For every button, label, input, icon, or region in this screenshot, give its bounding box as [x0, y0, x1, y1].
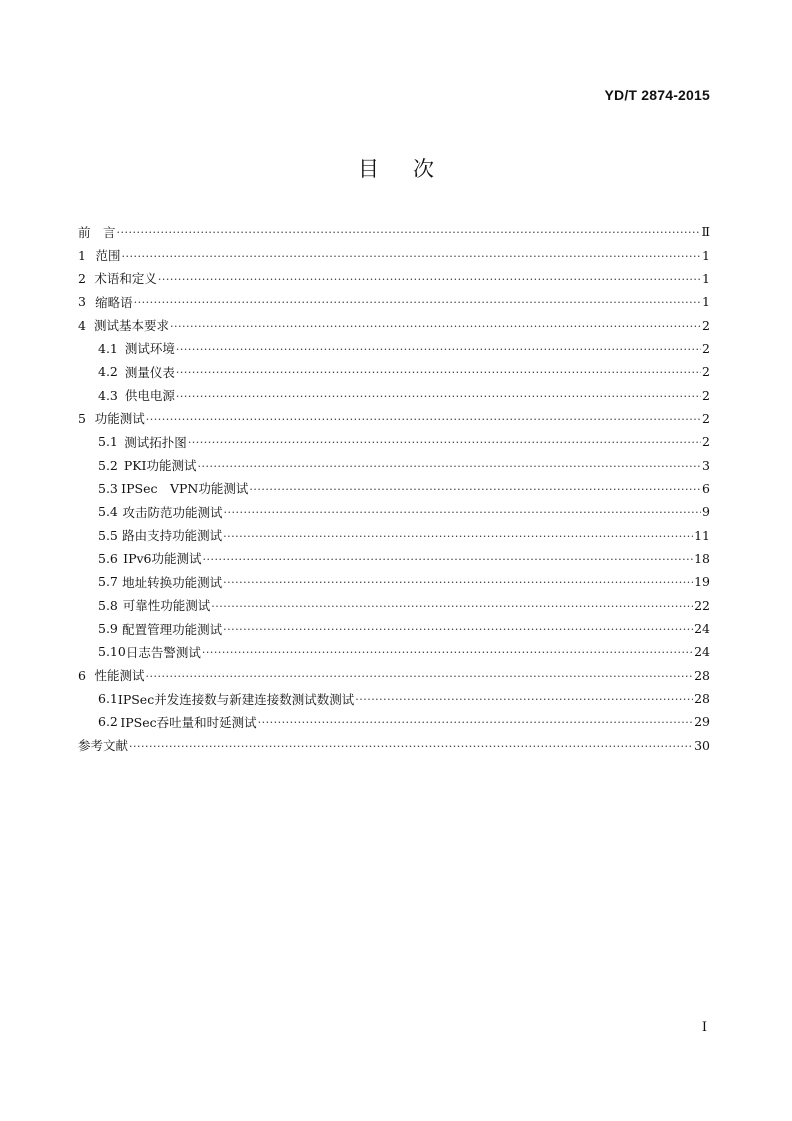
toc-entry-5-8[interactable] [78, 594, 710, 617]
toc-entry-label: 配置管理功能测试 [122, 621, 223, 637]
toc-entry-page: 28 [694, 691, 710, 707]
toc-entry-number: 4 [78, 317, 86, 333]
toc-entry-1[interactable] [78, 243, 710, 266]
toc-entry-label: 地址转换功能测试 [122, 574, 223, 590]
toc-entry-label: 供电电源 [124, 388, 175, 404]
toc-entry-number: 5 [78, 410, 86, 426]
toc-leader-dots [198, 460, 702, 473]
toc-entry-4[interactable] [78, 313, 710, 336]
toc-leader-dots [223, 506, 701, 519]
toc-entry-label: 范围 [95, 248, 121, 264]
toc-title [0, 153, 792, 183]
toc-entry-5-2[interactable] [78, 453, 710, 476]
toc-entry-page: 30 [694, 737, 710, 753]
toc-leader-dots [355, 693, 693, 706]
toc-entry-5-4[interactable] [78, 500, 710, 523]
toc-entry-page: 22 [694, 597, 710, 613]
toc-entry-6[interactable] [78, 664, 710, 687]
toc-leader-dots [176, 390, 701, 403]
toc-entry-2[interactable] [78, 267, 710, 290]
toc-leader-dots [176, 343, 701, 356]
toc-entry-number: 5.7 [98, 574, 118, 590]
toc-entry-5-6[interactable] [78, 547, 710, 570]
toc-entry-page: 18 [694, 550, 710, 566]
toc-entry-number: 4.3 [98, 387, 118, 403]
toc-entry-4-1[interactable] [78, 337, 710, 360]
toc-leader-dots [146, 670, 694, 683]
toc-entry-number: 5.8 [98, 597, 118, 613]
toc-entry-page: 1 [702, 247, 710, 263]
toc-entry-page: 1 [702, 294, 710, 310]
toc-leader-dots [211, 600, 693, 613]
toc-entry-3[interactable] [78, 290, 710, 313]
toc-leader-dots [146, 413, 701, 426]
toc-entry-page: 29 [694, 714, 710, 730]
toc-leader-dots [223, 530, 693, 543]
toc-entry-number: 6 [78, 667, 86, 683]
toc-entry-page: 24 [694, 644, 710, 660]
toc-entry-number: 5.4 [98, 504, 118, 520]
toc-leader-dots [134, 296, 701, 309]
toc-entry-number: 3 [78, 294, 86, 310]
toc-entry-page: 2 [702, 410, 710, 426]
toc-entry-number: 5.10 [98, 644, 126, 660]
toc-entry-label: 测量仪表 [124, 364, 175, 380]
toc-entry-number: 5.1 [98, 434, 118, 450]
toc-leader-dots [188, 436, 701, 449]
toc-entry-label: 性能测试 [94, 668, 145, 684]
toc-entry-5-7[interactable] [78, 570, 710, 593]
toc-entry-page: 9 [702, 504, 710, 520]
toc-leader-dots [203, 553, 694, 566]
toc-entry-label: 路由支持功能测试 [122, 528, 223, 544]
toc-leader-dots [258, 716, 693, 729]
toc-leader-dots [121, 250, 701, 263]
toc-entry-label: 参考文献 [78, 738, 129, 754]
toc-title-char-2: 次 [413, 157, 434, 181]
toc-entry-references[interactable] [78, 734, 710, 757]
toc-entry-preface[interactable] [78, 220, 710, 243]
toc-entry-label: 缩略语 [95, 294, 133, 310]
toc-entry-number: 2 [78, 270, 86, 286]
toc-list [78, 220, 710, 757]
toc-entry-label: IPSec VPN功能测试 [121, 481, 249, 497]
toc-entry-label: 日志告警测试 [125, 644, 201, 660]
toc-entry-label: 测试拓扑图 [124, 434, 187, 450]
toc-entry-number: 5.6 [98, 550, 118, 566]
toc-entry-4-3[interactable] [78, 383, 710, 406]
toc-leader-dots [202, 646, 693, 659]
document-code: YD/T 2874-2015 [604, 87, 710, 103]
toc-entry-5[interactable] [78, 407, 710, 430]
toc-entry-page: 11 [694, 527, 710, 543]
toc-entry-number: 5.5 [98, 527, 118, 543]
toc-entry-6-1[interactable] [78, 687, 710, 710]
toc-entry-5-3[interactable] [78, 477, 710, 500]
toc-leader-dots [129, 740, 693, 753]
toc-entry-5-5[interactable] [78, 523, 710, 546]
toc-entry-number: 1 [78, 247, 86, 263]
toc-entry-page: Ⅱ [701, 224, 710, 240]
toc-entry-page: 2 [702, 387, 710, 403]
toc-entry-label: PKI功能测试 [123, 458, 197, 474]
toc-entry-4-2[interactable] [78, 360, 710, 383]
toc-entry-label: 术语和定义 [94, 271, 157, 287]
toc-entry-number: 6.1 [98, 691, 118, 707]
toc-entry-page: 1 [702, 270, 710, 286]
toc-leader-dots [117, 226, 701, 239]
toc-entry-page: 2 [702, 317, 710, 333]
page-number: I [701, 1020, 707, 1035]
toc-entry-page: 2 [702, 364, 710, 380]
toc-entry-page: 2 [702, 340, 710, 356]
toc-entry-label: 攻击防范功能测试 [122, 504, 223, 520]
toc-entry-number: 6.2 [98, 714, 118, 730]
toc-entry-number: 4.2 [98, 364, 118, 380]
toc-entry-label: IPSec吞吐量和时延测试 [120, 714, 257, 730]
toc-entry-number: 5.2 [98, 457, 118, 473]
toc-entry-label: 可靠性功能测试 [122, 598, 211, 614]
toc-entry-label: 测试基本要求 [94, 318, 170, 334]
toc-entry-5-9[interactable] [78, 617, 710, 640]
toc-entry-page: 6 [702, 480, 710, 496]
toc-leader-dots [158, 273, 701, 286]
toc-leader-dots [223, 576, 693, 589]
toc-entry-label: 测试环境 [124, 341, 175, 357]
toc-leader-dots [249, 483, 701, 496]
toc-entry-5-10[interactable] [78, 640, 710, 663]
toc-leader-dots [176, 366, 701, 379]
toc-entry-label: IPv6功能测试 [123, 551, 202, 567]
toc-leader-dots [223, 623, 693, 636]
toc-entry-page: 2 [702, 434, 710, 450]
toc-entry-number: 5.3 [98, 480, 118, 496]
toc-entry-number: 5.9 [98, 621, 118, 637]
toc-entry-page: 24 [694, 621, 710, 637]
toc-entry-page: 28 [694, 667, 710, 683]
toc-title-char-1: 目 [358, 157, 379, 181]
toc-entry-page: 3 [702, 457, 710, 473]
toc-entry-label: 前 言 [78, 224, 116, 240]
toc-entry-5-1[interactable] [78, 430, 710, 453]
toc-entry-page: 19 [694, 574, 710, 590]
toc-leader-dots [170, 320, 701, 333]
toc-entry-6-2[interactable] [78, 710, 710, 733]
toc-entry-label: IPSec并发连接数与新建连接数测试数测试 [117, 691, 355, 707]
toc-entry-label: 功能测试 [94, 411, 145, 427]
toc-entry-number: 4.1 [98, 340, 118, 356]
